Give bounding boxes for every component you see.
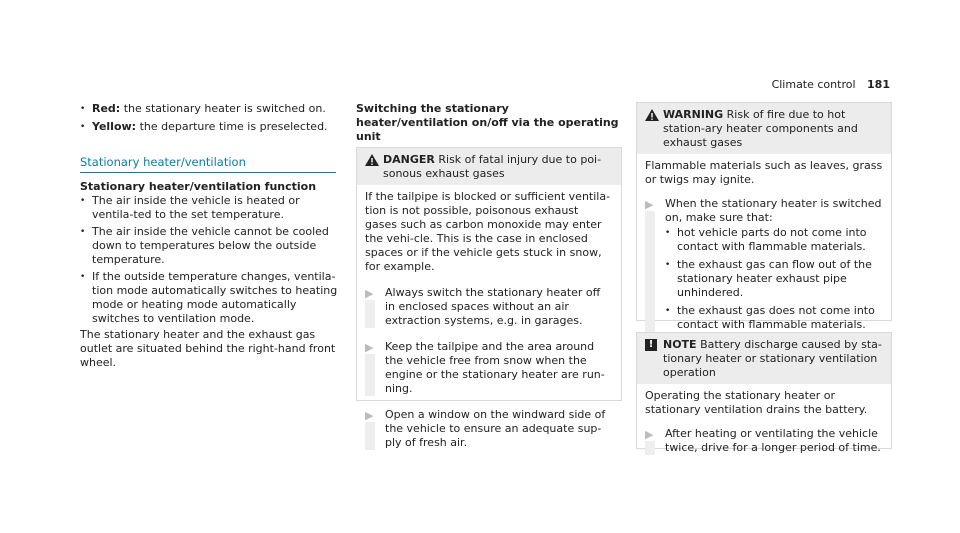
exclamation-icon: ! xyxy=(645,339,657,351)
arrow-icon: ▶ xyxy=(365,287,374,300)
procedure-heading: Switching the stationary heater/ventilation on/off via the operating unit xyxy=(356,102,619,143)
warning-title: Risk of fire due to hot station-ary heater components and exhaust gases xyxy=(663,108,858,149)
list-item: • hot vehicle parts do not come into contact with flammable materials. xyxy=(665,226,867,253)
step-item: ▶ Open a window on the windward side of the vehicle to ensure an adequate sup-ply of fresh air. xyxy=(365,408,606,449)
note-label: NOTE xyxy=(663,338,697,351)
page-number: 181 xyxy=(867,78,890,91)
note-box xyxy=(636,332,892,454)
arrow-icon: ▶ xyxy=(645,198,654,211)
warning-text: Flammable materials such as leaves, grass or twigs may ignite. xyxy=(645,159,883,186)
list-item: • The air inside the vehicle cannot be cooled down to temperatures below the outside temperature. xyxy=(80,225,329,266)
list-item: • The air inside the vehicle is heated or ventila-ted to the set temperature. xyxy=(80,194,300,221)
warning-body xyxy=(637,154,891,340)
list-item: • the exhaust gas can flow out of the stationary heater exhaust pipe unhindered. xyxy=(665,258,872,299)
warning-box xyxy=(636,102,892,331)
warning-triangle-icon xyxy=(645,109,659,121)
section-heading: Stationary heater/ventilation xyxy=(80,155,336,173)
arrow-icon: ▶ xyxy=(365,409,374,422)
function-block xyxy=(80,180,342,370)
list-item: • Red: the stationary heater is switched on. xyxy=(80,102,326,115)
column-2 xyxy=(356,102,620,144)
list-item: • If the outside temperature changes, ventila-tion mode automatically switches to heating mode or heating mode automatically switches to ventilation mode. xyxy=(80,270,338,325)
paragraph: The stationary heater and the exhaust gas outlet are situated behind the right-hand front wheel. xyxy=(80,328,336,369)
note-text: Operating the stationary heater or stationary ventilation drains the battery. xyxy=(645,389,868,416)
note-body xyxy=(637,384,891,463)
note-title: Battery discharge caused by sta-tionary heater or stationary ventilation operation xyxy=(663,338,882,379)
danger-title: Risk of fatal injury due to poi-sonous exhaust gases xyxy=(383,153,602,180)
danger-text: If the tailpipe is blocked or sufficient ventila-tion is not possible, poisonous exhaust gases such as carbon monoxide may enter the vehi-cle. This is the case in enclosed spaces or if the vehicle gets stuck in snow, for example. xyxy=(365,190,611,273)
subheading: Stationary heater/ventilation function xyxy=(80,180,317,193)
warning-label: WARNING xyxy=(663,108,724,121)
status-bullets xyxy=(80,102,342,134)
section-title: Climate control xyxy=(771,78,856,91)
danger-box xyxy=(356,147,622,449)
step-item: ▶ Always switch the stationary heater off in enclosed spaces without an air extraction systems, e.g. in garages. xyxy=(365,286,601,327)
page-header xyxy=(772,78,890,92)
arrow-icon: ▶ xyxy=(645,428,654,441)
step-item: ▶ When the stationary heater is switched on, make sure that: • hot vehicle parts do not come into contact with flammable materials. • the exhaust gas can flow out of the stationary heater exhaust pipe unhindered. • the exhaust gas does not come into contact with flammable materials. xyxy=(645,197,882,331)
list-item: • Yellow: the departure time is preselected. xyxy=(80,120,328,133)
danger-header xyxy=(357,148,621,185)
warning-header xyxy=(637,103,891,154)
arrow-icon: ▶ xyxy=(365,341,374,354)
danger-body xyxy=(357,185,621,458)
danger-label: DANGER xyxy=(383,153,435,166)
note-header xyxy=(637,333,891,384)
list-item: • the exhaust gas does not come into contact with flammable materials. xyxy=(665,304,875,331)
step-item: ▶ Keep the tailpipe and the area around the vehicle free from snow when the engine or the stationary heater are run-ning. xyxy=(365,340,605,395)
warning-triangle-icon xyxy=(365,154,379,166)
step-item: ▶ After heating or ventilating the vehicle twice, drive for a longer period of time. xyxy=(645,427,881,454)
